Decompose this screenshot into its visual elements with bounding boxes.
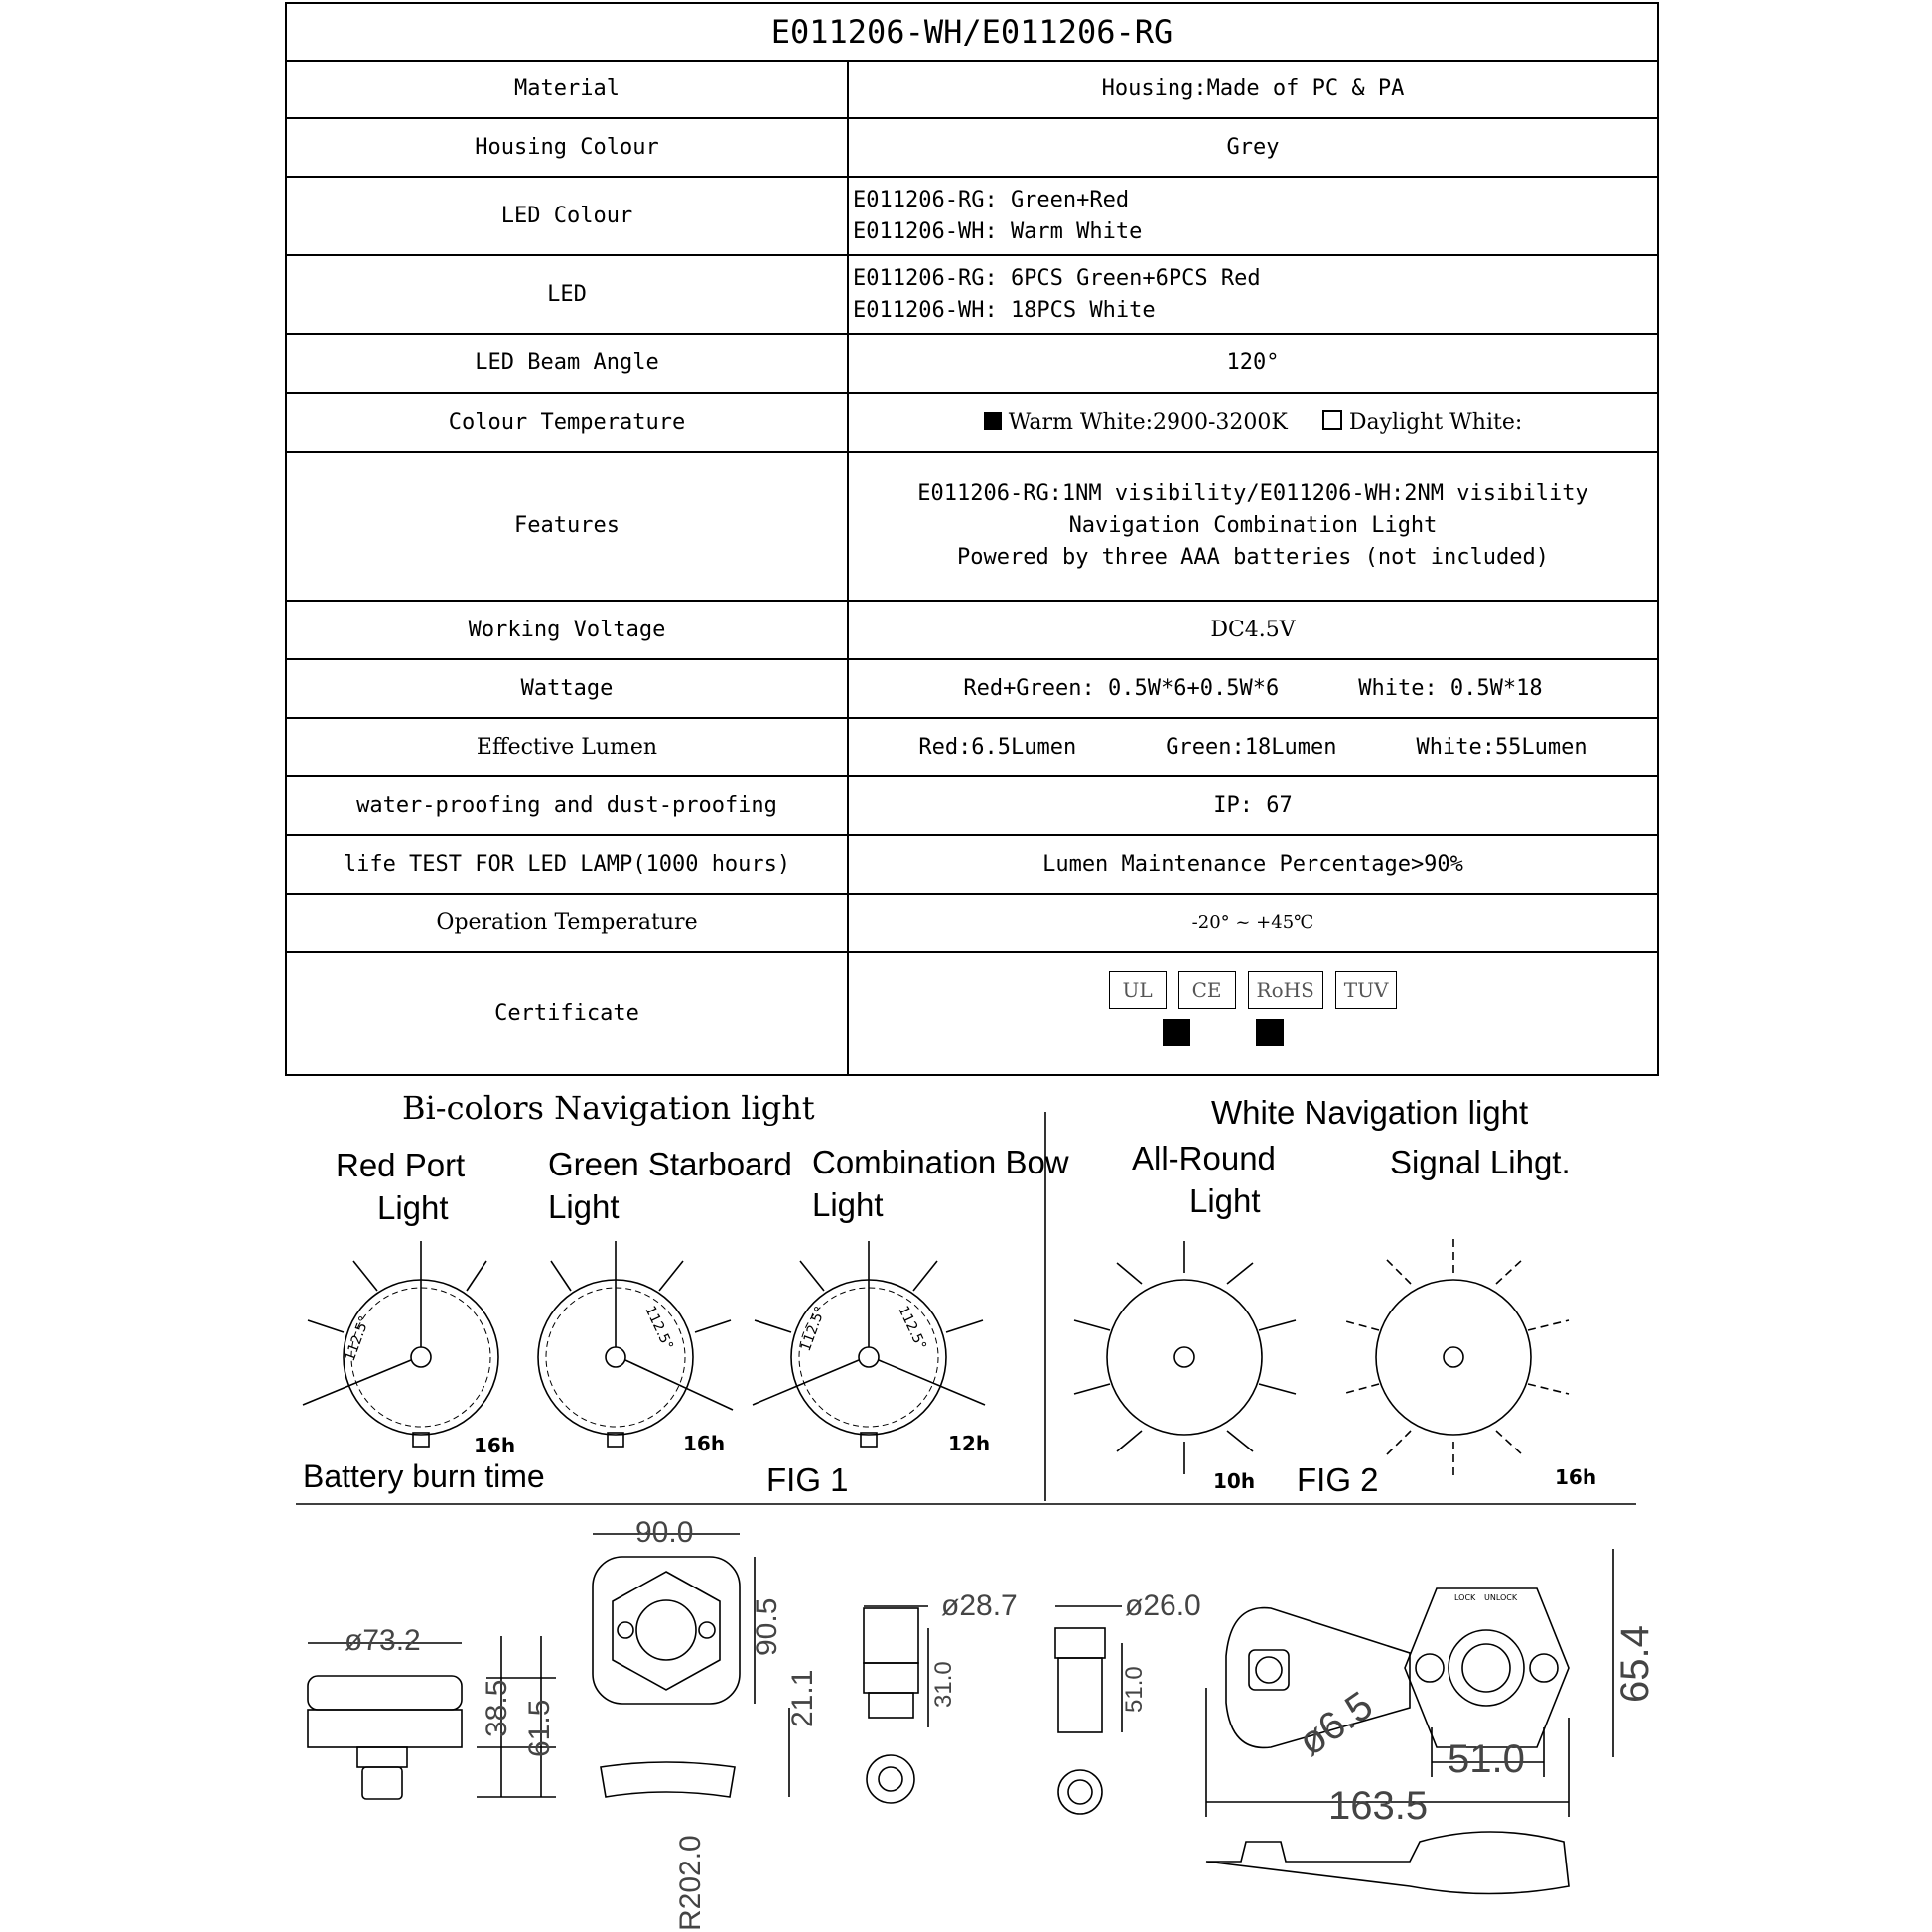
angle-green: 112.5° [641,1303,676,1353]
led-line-1: E011206-RG: 6PCS Green+6PCS Red [853,265,1261,291]
row-value-life: Lumen Maintenance Percentage>90% [848,835,1658,894]
row-label-led-colour: LED Colour [286,177,848,255]
allround-label-1: All-Round [1132,1140,1276,1176]
allround-light-icon [1074,1241,1296,1474]
row-value-beam-angle: 120° [848,334,1658,393]
burn-signal: 16h [1555,1465,1597,1489]
dim-31-0: 31.0 [930,1661,957,1708]
green-starboard-label-1: Green Starboard [548,1146,792,1182]
dim-21-1: 21.1 [786,1669,819,1727]
row-label-life: life TEST FOR LED LAMP(1000 hours) [286,835,848,894]
row-value-voltage: DC4.5V [848,601,1658,659]
comb-bow-label-2: Light [812,1186,884,1223]
colour-temp-option-2: Daylight White: [1348,409,1523,435]
cert-rohs: RoHS [1248,971,1323,1009]
row-label-voltage: Working Voltage [286,601,848,659]
dim-65-4: 65.4 [1613,1625,1657,1703]
led-colour-line-1: E011206-RG: Green+Red [853,187,1130,212]
angle-comb-right: 112.5° [895,1303,929,1353]
cert-ce: CE [1178,971,1236,1009]
row-label-colour-temp: Colour Temperature [286,393,848,452]
side-view-drawing [308,1636,556,1799]
angle-red: 112.5° [342,1313,373,1364]
connector-28-drawing [864,1606,928,1803]
row-label-lumen: Effective Lumen [286,718,848,776]
row-value-op-temp: -20° ~ +45℃ [848,894,1658,952]
led-line-2: E011206-WH: 18PCS White [853,297,1156,323]
connector-26-drawing [1055,1606,1122,1814]
row-value-ip: IP: 67 [848,776,1658,835]
fig2-label: FIG 2 [1297,1461,1379,1498]
dim-90-5: 90.5 [751,1597,783,1656]
features-line-2: Navigation Combination Light [1068,513,1438,538]
green-starboard-light-icon [538,1241,733,1447]
dim-6-5: ø6.5 [1290,1683,1381,1765]
combination-bow-light-icon [753,1241,985,1447]
wattage-rg: Red+Green: 0.5W*6+0.5W*6 [963,675,1280,701]
row-value-material: Housing:Made of PC & PA [848,61,1658,118]
row-value-housing-colour: Grey [848,118,1658,177]
burn-allround: 10h [1213,1469,1256,1493]
red-port-light-icon [303,1241,498,1447]
dim-28-7: ø28.7 [941,1589,1018,1622]
spec-title: E011206-WH/E011206-RG [286,3,1658,61]
fig1-label: FIG 1 [766,1461,849,1498]
signal-label: Signal Lihgt. [1390,1144,1571,1180]
dim-38-5: 38.5 [481,1679,513,1737]
row-label-features: Features [286,452,848,601]
row-label-material: Material [286,61,848,118]
cert-ul: UL [1109,971,1167,1009]
white-title: White Navigation light [1211,1094,1529,1131]
lumen-red: Red:6.5Lumen [918,734,1077,759]
burn-comb: 12h [948,1432,991,1455]
signal-light-icon [1342,1236,1569,1479]
dim-26-0: ø26.0 [1125,1589,1201,1622]
dim-51-0-vertical: 51.0 [1121,1666,1148,1713]
row-label-ip: water-proofing and dust-proofing [286,776,848,835]
wattage-white: White: 0.5W*18 [1358,675,1543,701]
led-colour-line-2: E011206-WH: Warm White [853,218,1143,244]
dim-61-5: 61.5 [523,1699,556,1757]
hex-base-drawing [1206,1549,1613,1894]
top-view-drawing [593,1534,789,1797]
lumen-white: White:55Lumen [1416,734,1587,759]
features-line-1: E011206-RG:1NM visibility/E011206-WH:2NM visibility [917,482,1588,506]
row-label-op-temp: Operation Temperature [286,894,848,952]
battery-label: Battery burn time [303,1458,545,1494]
bicolor-title: Bi-colors Navigation light [402,1089,815,1127]
row-label-beam-angle: LED Beam Angle [286,334,848,393]
comb-bow-label-1: Combination Bow [812,1144,1069,1180]
row-label-wattage: Wattage [286,659,848,718]
angle-comb-left: 112.5° [797,1304,829,1354]
allround-label-2: Light [1189,1182,1261,1219]
burn-green: 16h [683,1432,726,1455]
red-port-label-2: Light [377,1189,449,1226]
cert-tuv: TUV [1335,971,1398,1009]
dim-51-0-horizontal: 51.0 [1448,1737,1525,1781]
colour-temp-option-1: Warm White:2900-3200K [1008,409,1288,435]
lock-label: LOCK [1454,1593,1476,1602]
dim-90-0: 90.0 [635,1516,694,1549]
row-label-housing-colour: Housing Colour [286,118,848,177]
green-starboard-label-2: Light [548,1188,620,1225]
lumen-green: Green:18Lumen [1166,734,1337,759]
burn-red: 16h [474,1434,516,1457]
dim-73-2: ø73.2 [345,1624,421,1657]
row-label-certificate: Certificate [286,952,848,1075]
features-line-3: Powered by three AAA batteries (not included) [956,545,1550,570]
row-label-led: LED [286,255,848,334]
unlock-label: UNLOCK [1484,1593,1518,1602]
red-port-label-1: Red Port [336,1147,466,1183]
dim-163-5: 163.5 [1328,1784,1429,1828]
dim-r202: R202.0 [674,1835,707,1931]
